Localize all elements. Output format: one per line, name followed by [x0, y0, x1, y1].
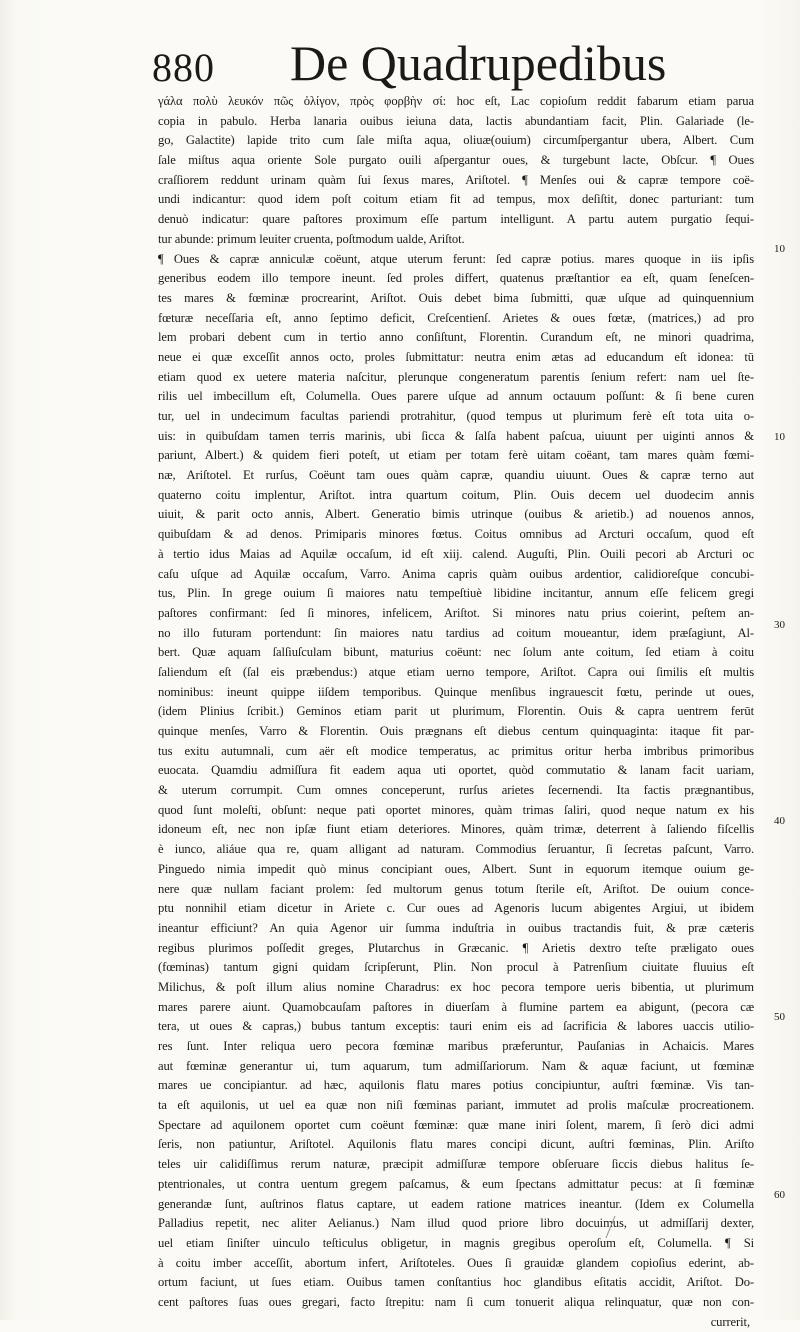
text-line: tera, ut oues & capras,) bubus tantum exceptis: tauri enim eis ad ſacrificia & labores uaccis utilio- [158, 1019, 754, 1034]
text-line: à coitu imber acceſſit, abortum infert, Ariſtoteles. Oues ſi grauidæ glandem copioſius ederint, ab- [158, 1255, 754, 1270]
page-header [150, 34, 710, 96]
text-line: rilis uel imbecillum eſt, Columella. Oues parere uſque ad annum octauum poſſunt: & ſi bene curen [158, 389, 754, 404]
text-line: copia in pabulo. Herba lanaria ouibus ieiuna data, lactis abundantiam facit, Plin. Galariade (le- [158, 113, 754, 128]
text-line: tur, uel in undecimum facultas pariendi protrahitur, (quod tempus ut plurimum ferè eſt tota uita o- [158, 409, 754, 423]
text-line: tur abunde: primum leuiter cruenta, poſtmodum ualde, Ariſtot. [158, 231, 465, 246]
text-line: Palladius repetit, nec aliter Aelianus.) Nam illud quod priore libro docuimus, ut admiſſarij dexter, [158, 1216, 754, 1231]
text-line: ptentrionales, ut contra uentum gregem paſcamus, & eum ſpectans admittatur pecus: at ſi fœminæ [158, 1176, 754, 1191]
text-line: Milichus, & poſt illum alius nomine Charadrus: ex hoc pecora tempore ueris bibentia, ut plurimum [158, 979, 754, 994]
text-line: paſtores confirmant: ſed ſi minores, infelicem, Ariſtot. Si minores natu prius coierint, peſtem an- [158, 605, 754, 620]
text-line: lem probari debent cum in tertio anno conſiſtunt, Florentin. Curandum eſt, ne minori quadrima, [158, 330, 754, 345]
pencil-mark [603, 1214, 617, 1240]
text-line: nominibus: ineunt quippe iiſdem temporibus. Quinque menſibus ingrauescit fœtu, perinde ut oues, [158, 684, 754, 699]
text-line: aut fœminæ generantur ui, tum aquarum, tum admiſſariorum. Nam & aquæ faciunt, ut fœminæ [158, 1058, 754, 1073]
text-line: ſaliendum eſt (ſal eis præbendus:) atque etiam uerno tempore, Ariſtot. Capra oui ſimilis eſt multis [158, 664, 754, 679]
running-title: De Quadrupedibus [290, 35, 667, 91]
text-line: euocata. Quamdiu admiſſura fit eadem aqua uti oportet, quòd commutatio & lanam facit uariam, [158, 763, 754, 778]
text-line: generandæ ſunt, auſtrinos flatus captare, ut eadem ratione matrices ineantur. (Idem ex Columella [158, 1196, 754, 1211]
text-line: è iunco, aliáue qua re, quam alligant ad naturam. Commodius ſeruantur, ſi ſecretas paſcunt, Varro. [158, 842, 754, 857]
text-line: Spectare ad aquilonem oportet cum coëunt fœminæ: quæ mane iniri ſolent, marem, ſi ſerò dici admi [158, 1117, 754, 1132]
text-line: etiam quod ex uetere materia naſcitur, plerunque congeneratum parentis ſenium refert: nam uel ſte- [158, 369, 754, 384]
text-line: no illo futuram portendunt: ſin maiores natu tardius ad coitum moueantur, idem præſagiunt, Al- [158, 625, 754, 640]
margin-line-number: 10 [774, 431, 785, 443]
text-line: uiuit, & parit octo annis, Albert. Generatio bimis utrinque (ouibus & arietib.) ad nouenos annos, [158, 507, 754, 522]
margin-line-number: 50 [774, 1011, 785, 1023]
text-line: (fœminas) tantum gigni quidam ſcripſerunt, Plin. Non procul à Patrenſium ciuitate fluuius eſt [158, 960, 754, 975]
text-line: γάλα πολὺ λευκόν πῶς ὀλίγον, πρὸς φορβὴν σί: hoc eſt, Lac copioſum reddit fabarum etiam parua [158, 94, 754, 108]
margin-line-number: 10 [774, 243, 785, 255]
text-line: ſale miſtus aqua oriente Sole purgato ouili aſpergantur oues, & turgebunt lacte, Obſcur. ¶ Oues [158, 153, 754, 168]
text-line: quod ſunt moleſti, obſunt: neque pati oportet minores, quàm trimas ſaliri, quod neque natum ex his [158, 802, 754, 817]
text-line: idoneum eſt, nec non ipſæ fiunt etiam deteriores. Minores, quàm trimæ, deterrent à ſaliendo fiſcellis [158, 822, 754, 837]
text-line: nere quæ nullam faciant prolem: ſed multorum genus totum ſterile eſt, Ariſtot. De ouium conce- [158, 881, 754, 896]
text-line: go, Galactite) lapide trito cum ſale miſta aqua, oliuæ(ouium) circumſpergantur ubera, Albert. Cum [158, 133, 754, 148]
margin-line-number: 60 [774, 1189, 785, 1201]
text-line: ptu nonnihil etiam dicetur in Ariete c. Cur oues ad Agenoris lucum abigentes Argiui, ut ibidem [158, 901, 754, 916]
margin-line-number: 40 [774, 815, 785, 827]
text-line: à tertio idus Maias ad Aquilæ occaſum, id eſt xiij. calend. Auguſti, Plin. Ouili pecori ab Arcturi oc [158, 546, 754, 561]
text-line: uel etiam ſiniſter uinculo teſticulus obligetur, in magnis gregibus operoſum eſt, Columella. ¶ Si [158, 1235, 754, 1250]
text-line: craſſiorem reddunt urinam quàm ſui ſexus mares, Ariſtotel. ¶ Menſes oui & capræ tempore coë- [158, 172, 754, 187]
text-line: pariunt, Albert.) & quidem fieri poteſt, ut etiam per totam ferè uitam coëant, tam mares quàm fœmi- [158, 448, 754, 463]
text-line: neue ei quæ exceſſit annos octo, proles ſubmittatur: neutra enim ætas ad educandum eſt idonea: tū [158, 349, 754, 364]
text-line: quibuſdam & ad denos. Primiparis minores fœtus. Coitus omnibus ad Arcturi occaſum, quod eſt [158, 527, 754, 542]
text-line: uis: in quibuſdam tamen terris marinis, ubi ſicca & ſalſa habent paſcua, uiuunt per uiginti annos & [158, 428, 754, 443]
text-line: (idem Plinius ſcribit.) Geminos etiam parit ut plurimum, Florentin. Ouis & capra uentrem ferūt [158, 704, 754, 719]
text-line: & uterum corrumpit. Cum omnes conceperunt, rurſus arietes ſecernendi. Ita factis prægnantibus, [158, 783, 754, 798]
text-line: mares parere aiunt. Quamobcauſam paſtores in diuerſam à flumine partem ea abigunt, (pecora cæ [158, 999, 754, 1014]
text-line: mares ue concipiantur. ad hæc, aquilonis flatu mares potius concipiuntur, auſtri fœminæ. Vis tan- [158, 1078, 754, 1093]
text-line: ta eſt aquilonis, ut uel ea quæ non niſi fœminas pariant, immutet ad prolis maſculæ procreationem. [158, 1098, 754, 1113]
text-line: ineantur efficiunt? An quia Agenor uir ſumma induſtria in ouibus tractandis fuit, & præ cæteris [158, 920, 754, 935]
text-line: tes mares & fœminæ procrearint, Ariſtot. Ouis debet bima ſubmitti, quæ uſque ad quinquennium [158, 290, 754, 305]
body-text [158, 92, 754, 1332]
catchword: currerit, [710, 1314, 750, 1329]
text-line: tus, Plin. In grege ouium ſi maiores natu tempeſtiuè libidine incitantur, annum eſſe felicem gregi [158, 586, 754, 601]
text-line: undi indicantur: quod idem poſt coitum etiam fit ad tempus, mox deſiſtit, donec parturiant: tum [158, 192, 754, 207]
text-line: teles uir calidiſſimus rerum naturæ, præcipit admiſſuræ tempore obſeruare ſiccis diebus halitus ſe- [158, 1157, 754, 1172]
margin-line-number: 30 [774, 619, 785, 631]
text-line: cent paſtores ſuas oues gregari, facto ſtrepitu: nam ſi cum tonuerit aliqua relinquatur, quæ non con- [158, 1294, 754, 1309]
text-line: res ſunt. Inter reliqua uero pecora fœminæ maribus præferuntur, Pauſanias in Achaicis. Mares [158, 1039, 754, 1053]
text-line: ſeris, non patiuntur, Ariſtotel. Aquilonis flatu mares concipi dicunt, auſtri fœminas, Plin. Ariſto [158, 1137, 754, 1152]
text-line: tus exitu autumnali, cum aër eſt modice temperatus, ac primitus oritur herba imbribus primoribus [158, 743, 754, 758]
text-line: denuò indicatur: quare paſtores proximum eſſe partum intelligunt. A partu autem purgatio ſequi- [158, 212, 754, 227]
text-line: fœturæ neceſſaria eſt, anno ſeptimo deficit, Creſcentienſ. Arietes & oues fœtæ, (matrices,) ad pro [158, 310, 754, 325]
text-line: ¶ Oues & capræ anniculæ coëunt, atque uterum ferunt: ſed capræ potius. mares quoque in iis ipſis [158, 251, 754, 266]
text-line: generibus eodem illo tempore ineunt. ſed proles differt, quatenus præſtantior ea eſt, quam ſeneſcen- [158, 271, 754, 286]
page-number: 880 [152, 45, 215, 90]
text-line: caſu uſque ad Aquilæ occaſum, Varro. Anima capris quàm ouibus ardentior, calidioreſque concubi- [158, 566, 754, 581]
text-line: næ, Ariſtotel. Et rurſus, Coëunt tam oues quàm capræ, quandiu uiuunt. Oues & capræ terno aut [158, 468, 754, 483]
text-line: ortum faciunt, ut ſues etiam. Ouibus tamen conſtantius hoc glandibus eſitatis accidit, Ariſtot. Do- [158, 1275, 754, 1290]
text-line: bert. Quæ aquam ſalſiuſculam bibunt, maturius coëunt: nec ſolum ante coitum, ſed etiam à coitu [158, 645, 754, 660]
text-line: Pinguedo nimia impedit quò minus concipiant oues, Albert. Sunt in equorum itemque ouium ge- [158, 861, 754, 876]
text-line: quaterno coitu implentur, Ariſtot. intra quartum coitum, Plin. Ouis decem uel duodecim annis [158, 487, 754, 502]
text-line: regibus plurimos poſſedit greges, Plutarchus in Græcanic. ¶ Arietis dextro teſte præligato oues [158, 940, 754, 955]
text-line: quinque menſes, Varro & Florentin. Ouis prægnans eſt diebus centum quinquaginta: itaque fit par- [158, 724, 754, 738]
